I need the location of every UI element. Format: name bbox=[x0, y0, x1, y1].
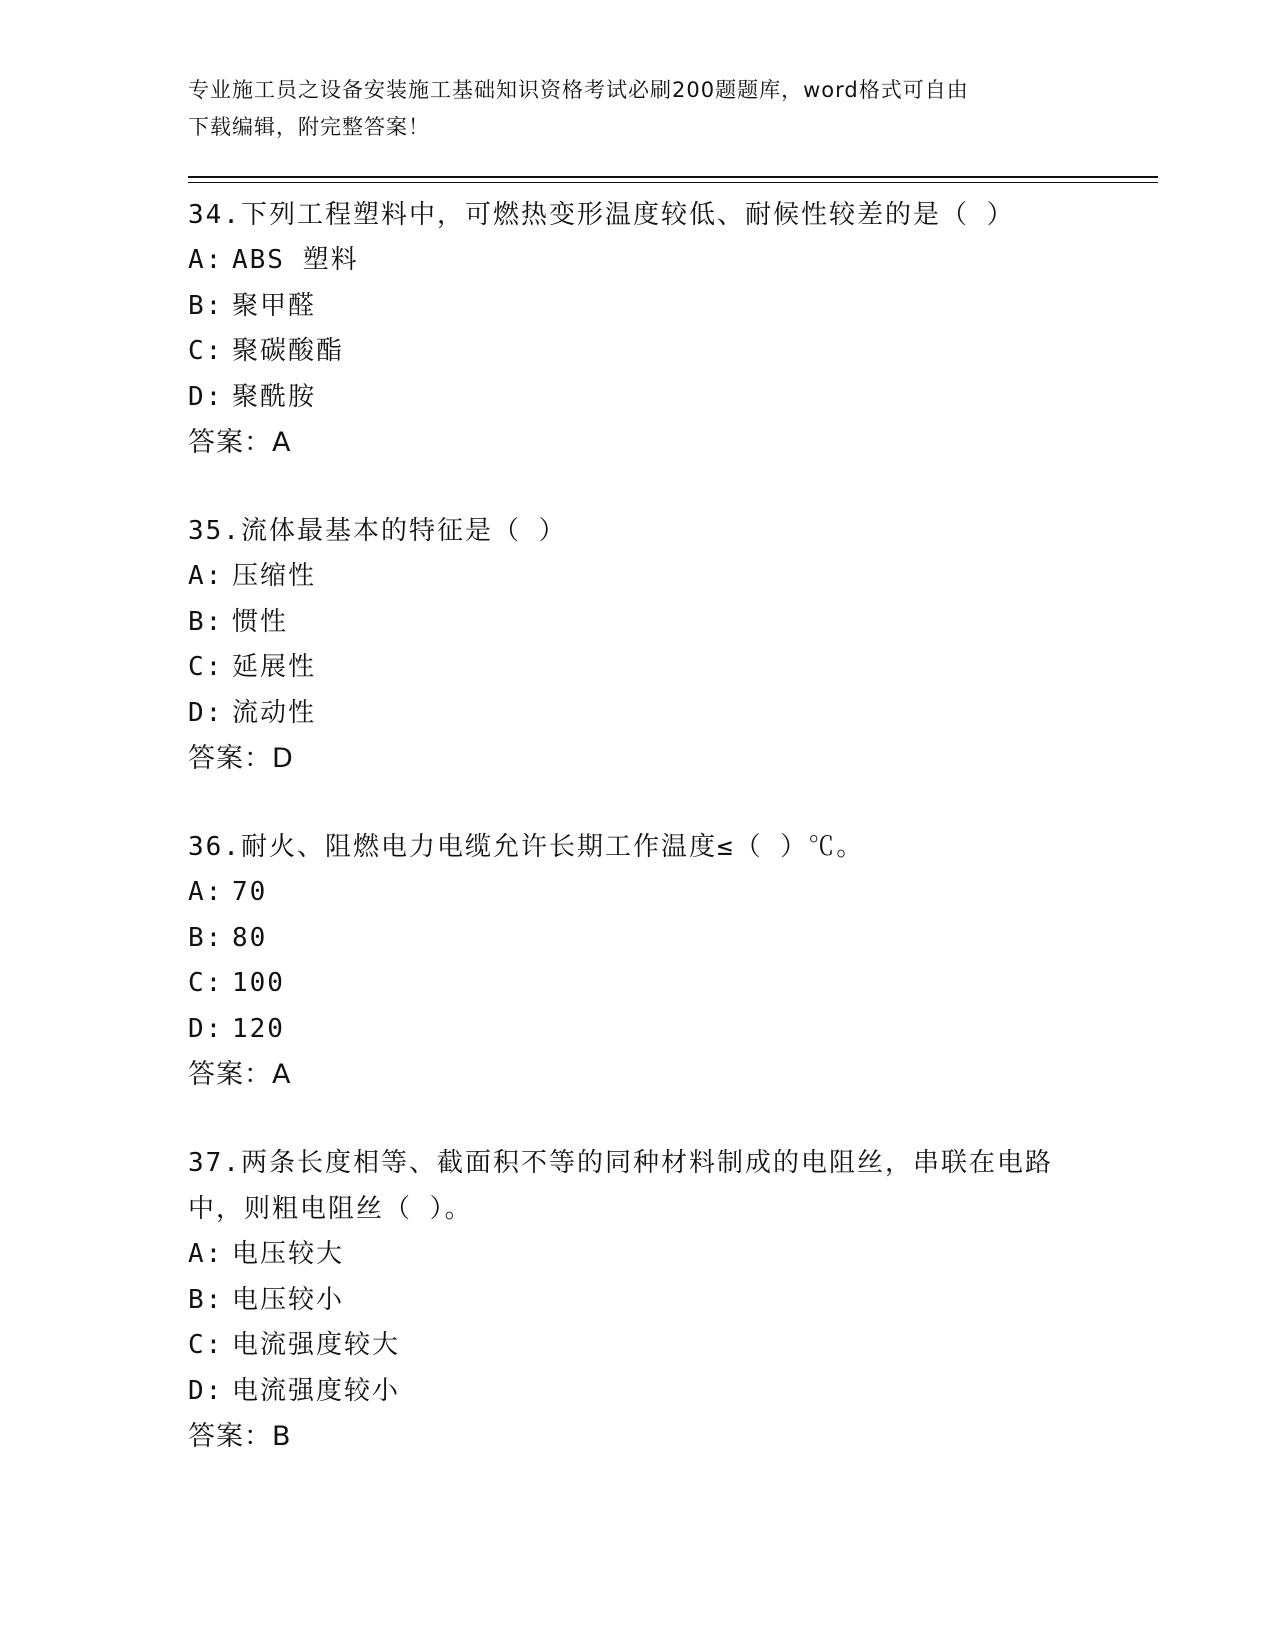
option-c bbox=[188, 961, 1088, 1007]
option-a bbox=[188, 870, 1088, 916]
option-text: 延展性 bbox=[232, 652, 317, 682]
question-stem-continued: 中，则粗电阻丝（ ）。 bbox=[188, 1194, 473, 1224]
option-d bbox=[188, 1369, 1088, 1415]
option-a bbox=[188, 238, 1088, 284]
option-letter: A: bbox=[188, 1239, 224, 1269]
header-line-2: 下载编辑，附完整答案！ bbox=[188, 115, 430, 139]
option-letter: C: bbox=[188, 1330, 224, 1360]
option-text: 电流强度较小 bbox=[232, 1375, 401, 1406]
option-a bbox=[188, 1232, 1088, 1278]
option-letter: A: bbox=[188, 561, 224, 591]
option-text: 80 bbox=[232, 922, 268, 953]
question-stem: 37.两条长度相等、截面积不等的同种材料制成的电阻丝，串联在电路 bbox=[188, 1148, 1053, 1178]
question-list bbox=[188, 192, 1088, 1502]
option-text: 聚碳酸酯 bbox=[232, 336, 345, 366]
option-b bbox=[188, 600, 1088, 646]
option-text: 电压较大 bbox=[232, 1239, 345, 1269]
option-letter: D: bbox=[188, 381, 224, 412]
question-stem: 34.下列工程塑料中，可燃热变形温度较低、耐候性较差的是（ ） bbox=[188, 200, 1015, 230]
question-36 bbox=[188, 824, 1088, 1098]
option-text: 流动性 bbox=[232, 697, 317, 728]
option-text: 电流强度较大 bbox=[232, 1330, 401, 1360]
option-d bbox=[188, 691, 1088, 737]
option-text: 聚甲醛 bbox=[232, 290, 317, 321]
answer-line: 答案：D bbox=[188, 743, 294, 774]
option-b bbox=[188, 1278, 1088, 1324]
header-line-1: 专业施工员之设备安装施工基础知识资格考试必刷200题题库，word格式可自由 bbox=[188, 78, 969, 102]
option-text: 惯性 bbox=[232, 606, 289, 637]
option-d bbox=[188, 1007, 1088, 1053]
answer-line: 答案：A bbox=[188, 427, 292, 458]
option-letter: D: bbox=[188, 1013, 224, 1044]
question-34 bbox=[188, 192, 1088, 466]
option-letter: A: bbox=[188, 245, 224, 275]
option-letter: C: bbox=[188, 652, 224, 682]
question-stem: 35.流体最基本的特征是（ ） bbox=[188, 516, 567, 546]
option-text: 聚酰胺 bbox=[232, 381, 317, 412]
option-letter: C: bbox=[188, 336, 224, 366]
option-letter: B: bbox=[188, 606, 224, 637]
option-text: 电压较小 bbox=[232, 1284, 345, 1315]
option-c bbox=[188, 645, 1088, 691]
answer-line: 答案：A bbox=[188, 1059, 292, 1090]
option-d bbox=[188, 375, 1088, 421]
option-letter: D: bbox=[188, 697, 224, 728]
header-divider-thick bbox=[188, 176, 1158, 178]
option-text: 120 bbox=[232, 1013, 285, 1044]
answer-line: 答案：B bbox=[188, 1421, 292, 1452]
question-35 bbox=[188, 508, 1088, 782]
option-letter: B: bbox=[188, 922, 224, 953]
option-letter: B: bbox=[188, 1284, 224, 1315]
option-letter: A: bbox=[188, 877, 224, 907]
document-header bbox=[188, 72, 1068, 146]
option-letter: C: bbox=[188, 968, 224, 998]
option-c bbox=[188, 1323, 1088, 1369]
option-text: 压缩性 bbox=[232, 561, 317, 591]
option-letter: B: bbox=[188, 290, 224, 321]
question-stem: 36.耐火、阻燃电力电缆允许长期工作温度≤（ ）℃。 bbox=[188, 832, 865, 862]
option-letter: D: bbox=[188, 1375, 224, 1406]
option-text: 100 bbox=[232, 968, 285, 998]
option-b bbox=[188, 284, 1088, 330]
option-text: ABS 塑料 bbox=[232, 245, 359, 275]
question-37 bbox=[188, 1140, 1088, 1460]
option-a bbox=[188, 554, 1088, 600]
option-b bbox=[188, 916, 1088, 962]
header-divider-thin bbox=[188, 182, 1158, 183]
option-c bbox=[188, 329, 1088, 375]
option-text: 70 bbox=[232, 877, 268, 907]
